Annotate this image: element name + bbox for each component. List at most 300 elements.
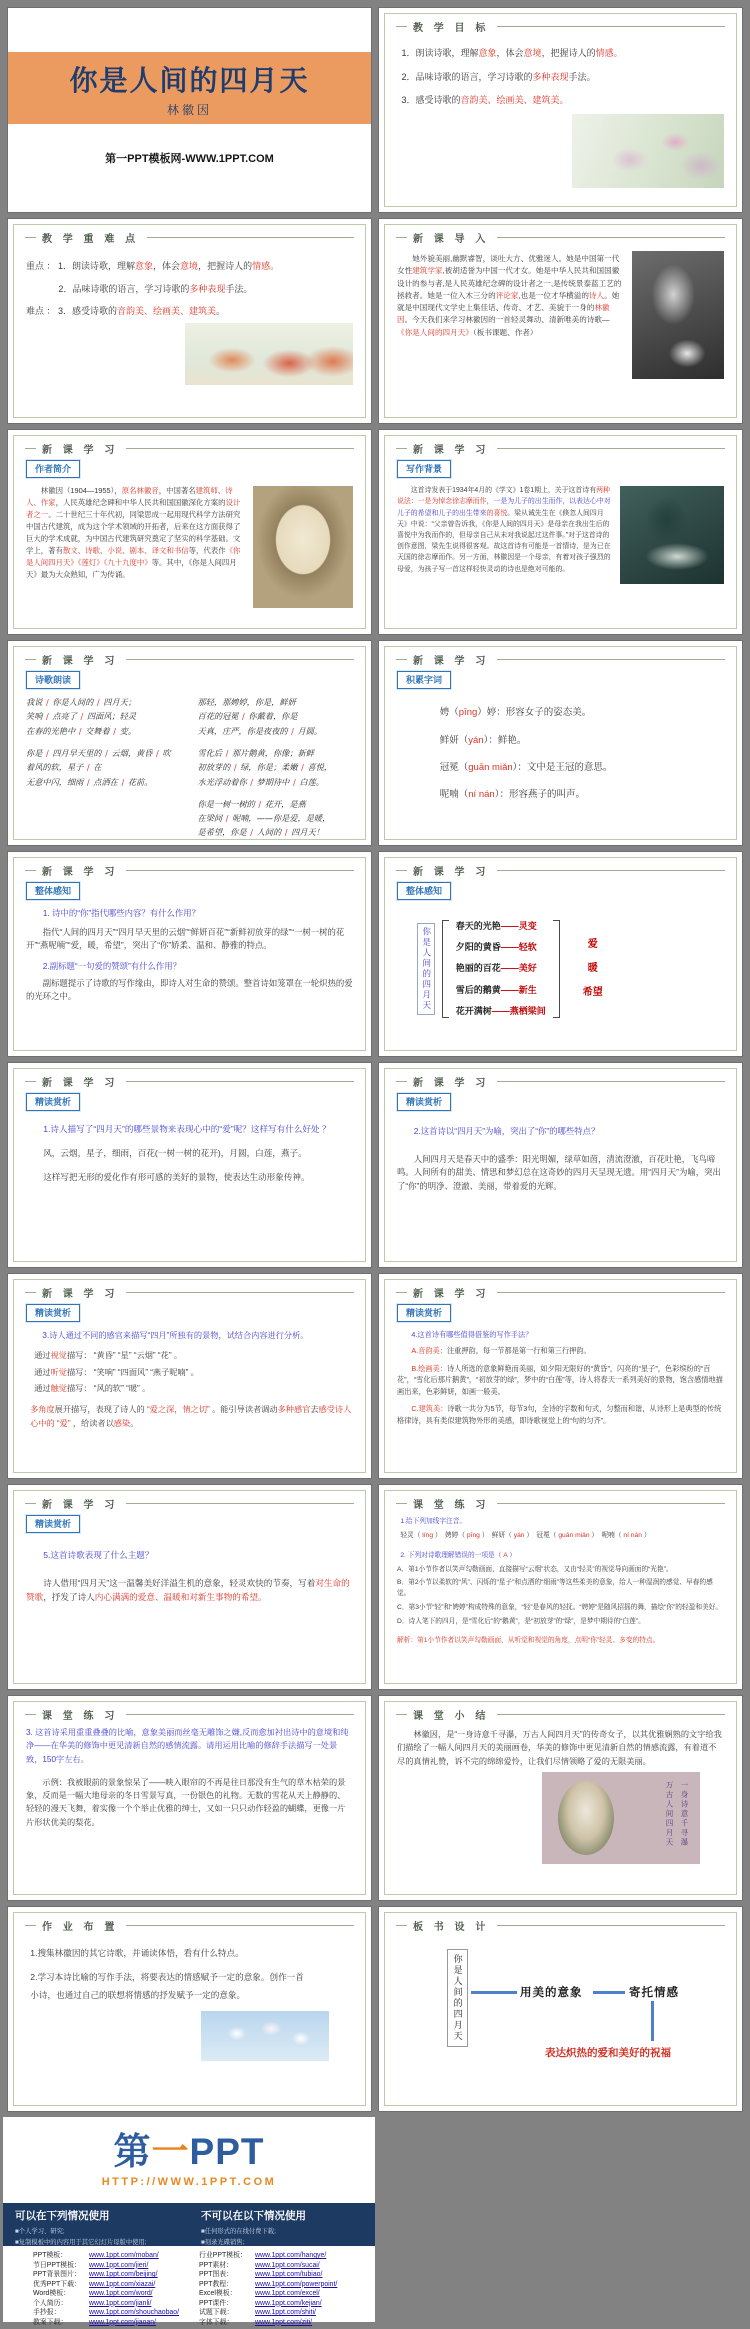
text-run: 四面风；轻灵	[84, 711, 137, 722]
text-run: 水光浮动着你	[197, 776, 250, 787]
section-header	[396, 1074, 725, 1089]
footer-link-row	[193, 2318, 371, 2328]
footer-link-row	[193, 2251, 371, 2261]
poem-column	[26, 695, 182, 841]
usage-allowed-title: 可以在下列情况使用	[15, 2210, 110, 2222]
footer-links	[3, 2246, 375, 2329]
slide-body	[396, 245, 725, 412]
text-run: 指代“人间的四月天”“四月早天里的云烟”“鲜妍百花”“新鲜初放芽的绿”“一树一树的花开”“燕呢喃”“爱，暖，希望”，突出了“你”娇柔、温和、静雅的特点。	[26, 926, 345, 951]
logo-text	[113, 2130, 265, 2172]
pause-slash: /	[242, 711, 245, 722]
paragraph	[26, 926, 353, 953]
section-header	[25, 1707, 354, 1722]
text-run: 3.诗人通过不同的感官来描写“四月”所独有的景物，试结合内容进行分析。	[42, 1331, 309, 1341]
text-run: 感受诗人心中的 “爱”	[30, 1405, 352, 1428]
text-run: 多种表现	[189, 283, 226, 294]
text-run: ）：形容燕子的叫声。	[494, 789, 585, 801]
footer-link-row	[13, 2280, 191, 2290]
result-word: 希望	[582, 987, 603, 999]
site-url[interactable]: HTTP://WWW.1PPT.COM	[101, 2175, 277, 2188]
text-run: ）婷：形容女子的姿态美。	[477, 707, 592, 719]
text-run: 展开描写，表现了诗人的	[54, 1405, 148, 1415]
section-header	[25, 230, 354, 245]
slide-body	[396, 1722, 725, 1889]
slide-thumbnail-11	[8, 1063, 371, 1267]
text-run: 是希望，你是	[197, 827, 250, 838]
link-label: Excel模板：	[199, 2290, 237, 2298]
link-label: PPT背景图片：	[33, 2271, 81, 2279]
text-run: pīng	[458, 707, 478, 719]
text-run: C.建筑美：	[411, 1404, 448, 1414]
paragraph	[26, 1382, 353, 1395]
text-run: 1.给下列加线字注音。	[400, 1518, 467, 1525]
text-run: 。她就是中国现代文学史上集佳话、传奇、才艺、美貌于一身的	[397, 290, 620, 313]
slide-frame	[384, 646, 737, 840]
pause-slash: /	[301, 762, 304, 773]
logo-part-di: 第	[113, 2130, 152, 2172]
text-run: 无意中闪，细雨	[26, 776, 86, 787]
section-header-label: 新 课 学 习	[42, 867, 119, 878]
footer-link[interactable]: www.1ppt.com/jieri/	[89, 2261, 149, 2269]
slide-body	[25, 1722, 354, 1889]
section-header	[396, 1918, 725, 1933]
slide-thumbnail-4	[379, 219, 742, 423]
text-run: líng	[422, 1531, 434, 1539]
footer-link[interactable]: www.1ppt.com/shiti/	[255, 2309, 316, 2317]
link-label: 个人简历：	[33, 2299, 68, 2307]
footer-link[interactable]: www.1ppt.com/ziti/	[255, 2318, 313, 2326]
link-label: 行业PPT模板：	[199, 2252, 247, 2259]
footer-link[interactable]: www.1ppt.com/moban/	[89, 2252, 159, 2259]
slide-thumbnail-15	[8, 1485, 371, 1689]
connector-line	[593, 1991, 625, 1994]
paragraph	[397, 760, 724, 775]
section-header-label: 新 课 学 习	[413, 1078, 490, 1089]
slide-frame	[13, 646, 366, 840]
text-run: 花开，是燕	[262, 798, 306, 809]
text-run: 你是	[26, 748, 45, 759]
section-header	[396, 652, 725, 667]
item-value: ——灵变	[500, 921, 537, 932]
text-run: 那片鹅黄，你像；新鲜	[229, 748, 314, 759]
text-run: 四月天；	[100, 697, 137, 708]
text-run: 着风的软，星子	[26, 762, 86, 773]
text-run: 去	[310, 1405, 319, 1415]
paragraph	[397, 1728, 724, 1768]
text-run: ，中国著名	[158, 486, 196, 496]
footer-link[interactable]: www.1ppt.com/powerpoint/	[255, 2280, 338, 2288]
slide-thumbnail-14	[379, 1274, 742, 1478]
caption-line: 一身诗意千寻瀑	[680, 1780, 689, 1848]
footer-link[interactable]: www.1ppt.com/tubiao/	[255, 2271, 323, 2279]
text-run: 手法。	[568, 71, 596, 82]
slide-thumbnail-2	[379, 8, 742, 212]
text-run: 感染	[113, 1418, 131, 1428]
text-run: 2．品味诗歌的语言，学习诗歌的	[401, 71, 533, 82]
topic-tag: 写作背景	[397, 460, 451, 478]
poem-line	[198, 798, 354, 811]
section-header	[396, 863, 725, 878]
text-run: ，把握诗人的	[541, 48, 596, 58]
mindmap-items	[456, 916, 546, 1022]
footer-link[interactable]: www.1ppt.com/jianli/	[89, 2299, 152, 2307]
text-run: 5.这首诗歌表现了什么主题？	[43, 1550, 154, 1561]
watercolor-spring-trees	[185, 323, 353, 385]
item-label: 艳丽的百花	[455, 963, 501, 974]
text-run: 建筑师、诗人、作家	[26, 486, 233, 508]
slide-body	[25, 245, 354, 412]
link-label: 教案下载：	[33, 2318, 68, 2326]
text-run: ）	[641, 1531, 651, 1539]
text-run: 2. 下列对诗歌理解错误的一项是（	[400, 1551, 504, 1559]
section-header-label: 教 学 重 难 点	[42, 234, 140, 245]
slide-thumbnail-6	[379, 430, 742, 634]
stanza-gap	[198, 739, 354, 746]
result-word: 爱	[587, 939, 598, 951]
poem-line	[26, 761, 182, 774]
slide-thumbnail-18	[379, 1696, 742, 1900]
usage-terms-bar	[3, 2203, 375, 2246]
text-run: 交舞着	[82, 725, 113, 736]
footer-link[interactable]: www.1ppt.com/kejian/	[255, 2299, 322, 2307]
poem-line	[198, 776, 354, 789]
text-run: 意境	[180, 261, 199, 271]
poem-line	[26, 725, 182, 738]
pink-flowers-photo	[572, 114, 724, 188]
site-logo	[3, 2117, 375, 2203]
poem-column	[198, 695, 354, 841]
text-run: 一是为儿子的出生而作，以表达心中对儿子的希望和儿子的出生带来	[397, 498, 611, 517]
lin-huiyin-bw-photo	[632, 251, 724, 379]
text-run: 示例：我被眼前的景象惊呆了——映入眼帘的不再是往日那没有生气的草木枯荣的景象，反而是一幅大地母亲的冬日雪景写真，一份银色的礼物。无数的雪花从天上静静的、轻轻的漫天飞舞，着实像一个个举止优雅的绅士，又如一只只动作轻盈的蝴蝶，更像一片片形状优美的梨花。	[26, 1777, 346, 1827]
lin-huiyin-color-portrait-card	[542, 1772, 700, 1864]
portrait-oval	[558, 1781, 614, 1855]
paragraph	[26, 1971, 353, 1985]
section-header-label: 新 课 学 习	[42, 1289, 119, 1300]
footer-link-row	[13, 2251, 191, 2261]
text-run: 你戴着，你是	[245, 711, 298, 722]
slide-thumbnail-3	[8, 219, 371, 423]
text-run: guān miǎn	[558, 1531, 590, 1539]
section-header	[396, 441, 725, 456]
slide-body	[25, 1511, 354, 1678]
text-run: ，人民英雄纪念碑和中华人民共和国国徽深化方案的	[55, 498, 226, 508]
footer-link-row	[193, 2308, 371, 2318]
mindmap-item	[456, 916, 546, 937]
slide-body	[25, 1300, 354, 1467]
footer-link[interactable]: www.1ppt.com/sucai/	[255, 2261, 320, 2269]
paragraph	[26, 1549, 353, 1563]
footer-link-row	[13, 2270, 191, 2280]
item-label: 夕阳的黄昏	[455, 942, 501, 953]
text-run: 百花的冠冕	[197, 711, 242, 722]
slide-frame	[384, 857, 737, 1051]
text-run: 冠冕（	[439, 761, 469, 773]
slide-thumbnail-5	[8, 430, 371, 634]
section-header	[396, 1707, 725, 1722]
poem-line	[198, 725, 354, 738]
pause-slash: /	[45, 748, 49, 759]
text-run: 多种感官	[277, 1405, 311, 1415]
text-run: 诗歌一共分为5节，每节3句，全诗的字数和句式，匀整而和谐，从诗形上是典型的传统格律诗，具有类似建筑物外形的美感，即诗歌视觉上的“句的匀齐”。	[397, 1404, 722, 1426]
slide-thumbnail-10	[379, 852, 742, 1056]
pause-slash: /	[156, 748, 159, 759]
paragraph	[397, 1565, 724, 1576]
usage-allowed	[15, 2208, 177, 2246]
footer-link[interactable]: www.1ppt.com/beijing/	[89, 2271, 158, 2279]
paragraph	[26, 1947, 353, 1961]
footer-links-right	[193, 2251, 371, 2327]
footer-link[interactable]: www.1ppt.com/hangye/	[255, 2252, 327, 2259]
text-run: 。	[216, 306, 226, 317]
paragraph	[397, 1363, 724, 1398]
text-run: 梦期待中	[254, 776, 292, 787]
topic-tag: 精读赏析	[397, 1304, 451, 1322]
text-run: 3．感受诗歌的	[401, 95, 461, 106]
link-label: 试题下载：	[199, 2309, 234, 2317]
slide-body	[396, 34, 725, 201]
topic-tag: 精读赏析	[26, 1515, 80, 1533]
slide-frame	[13, 1068, 366, 1262]
text-run: ní nán	[623, 1531, 642, 1539]
mindmap-result	[583, 933, 603, 1005]
section-header	[25, 441, 354, 456]
pause-slash: /	[225, 813, 229, 824]
slide-body	[25, 1933, 354, 2100]
footer-link-row	[193, 2299, 371, 2309]
text-run: 两种说法：一是为悼念徐志摩而作	[397, 487, 610, 506]
text-run: 花前。	[125, 776, 153, 787]
section-header	[25, 1285, 354, 1300]
topic-tag: 积累字词	[397, 671, 451, 689]
text-run: 雪化后	[197, 748, 225, 759]
text-run: 在梁间	[197, 813, 225, 824]
topic-tag: 作者简介	[26, 460, 80, 478]
text-run: 人间四月天是春天中的盛季：阳光明媚，绿草如茵，清流澄澈，百花吐艳，飞鸟啼鸣。人间所有的甜美、情思和梦幻总在这奇妙的四月天呈现无遗。用“四月天”为喻，突出了“你”的明净、澄澈、美丽，带着爱的光辉。	[397, 1153, 721, 1192]
footer-link[interactable]: www.1ppt.com/shouchaobao/	[89, 2309, 180, 2317]
footer-link[interactable]: www.1ppt.com/excel/	[255, 2290, 320, 2298]
text-run: 呢喃，——你是爱，是暖，	[229, 813, 331, 824]
section-header-label: 新 课 学 习	[42, 656, 119, 667]
slide-frame	[384, 1279, 737, 1473]
text-run: C．第3小节“轻”和“娉婷”构成特殊的意象，“轻”是春风的轻抚。“娉婷”是随风招摇的舞，描绘“你”的轻盈和美好。	[397, 1604, 723, 1612]
text-run: “爱之深，情之切”	[147, 1405, 210, 1415]
paragraph	[26, 977, 353, 1004]
text-run: 你是人间的	[49, 697, 96, 708]
text-run: ,被胡适誉为中国一代才女。她是中华人民共和国国徽设计的参与者,是人民英雄纪念碑的设计者之一,是传统景泰蓝工艺的拯救者。她是一位入木三分的	[397, 266, 622, 300]
text-run: 。今天我们来学习林徽因的一首轻灵舞动、清新唯美的诗歌—	[404, 315, 610, 325]
text-run: A	[503, 1551, 508, 1559]
link-label: PPT模板：	[33, 2252, 68, 2259]
slide-body	[396, 1511, 725, 1678]
slide-frame	[384, 224, 737, 418]
text-run: 内心满满的爱意、温暖和对新生事物的希望。	[94, 1592, 267, 1603]
tag-row	[26, 1513, 353, 1537]
tag-row	[397, 669, 724, 693]
board-node-emotion: 寄托情感	[629, 1987, 679, 1999]
text-run: ） 鲜妍（	[479, 1531, 514, 1539]
tag-row	[397, 1091, 724, 1115]
paragraph	[397, 1345, 724, 1357]
paragraph	[26, 1329, 353, 1342]
pause-slash: /	[86, 762, 90, 773]
slide-body	[25, 667, 354, 841]
section-header	[396, 230, 725, 245]
text-run: B.绘画美：	[411, 1363, 447, 1373]
text-run: A．第1小节作者以笑声勾勒画面，直接描写“云烟”状态，又由“轻灵”的视觉导向画面的“光艳”。	[397, 1565, 673, 1573]
text-run: pīng	[466, 1531, 480, 1539]
tag-row	[397, 458, 724, 482]
item-label: 春天的光艳	[455, 921, 501, 932]
text-run: 《你是人间的四月天》	[397, 327, 473, 337]
footer-link[interactable]: www.1ppt.com/jiaoan/	[89, 2318, 157, 2326]
lin-huiyin-sepia-photo	[253, 486, 353, 608]
footer-link-row	[193, 2261, 371, 2271]
slide-body	[25, 1089, 354, 1256]
slide-frame	[13, 1912, 366, 2106]
section-header-label: 新 课 学 习	[413, 867, 490, 878]
tag-row	[26, 458, 353, 482]
pause-slash: /	[78, 725, 82, 736]
text-run: ，抒发了诗人	[43, 1592, 95, 1603]
paragraph	[397, 1531, 724, 1542]
section-header	[25, 1918, 354, 1933]
paragraph	[397, 1329, 724, 1341]
text-run: 难点 ： 3．感受诗歌的	[26, 306, 118, 317]
board-conclusion: 表达炽热的爱和美好的祝福	[545, 2047, 671, 2059]
pause-slash: /	[258, 798, 262, 809]
paragraph	[26, 1349, 353, 1362]
slide-thumbnail-16	[379, 1485, 742, 1689]
link-label: PPT教程：	[199, 2280, 234, 2288]
text-run: 云烟，黄昏	[108, 748, 156, 759]
poem-line	[26, 747, 182, 760]
slide-body	[396, 878, 725, 1045]
item-value: ——新生	[500, 984, 537, 995]
text-run: 原名林徽音	[121, 486, 159, 496]
usage-allowed-list	[15, 2226, 177, 2247]
text-run: 评论家	[495, 290, 519, 300]
mindmap-item	[456, 1001, 546, 1022]
text-run: 多角度	[30, 1405, 55, 1415]
paragraph	[26, 1989, 353, 2003]
slide-body	[396, 667, 725, 834]
text-run: ） 呢喃（	[589, 1531, 624, 1539]
board-node-imagery: 用美的意象	[520, 1987, 583, 1999]
section-header	[25, 652, 354, 667]
text-run: 多种表现	[532, 71, 569, 82]
paragraph	[397, 93, 724, 108]
text-run: 的喜悦	[486, 509, 508, 517]
section-header-label: 教 学 目 标	[413, 23, 490, 34]
text-run: ）：鲜艳。	[483, 734, 527, 746]
slide-body	[396, 1933, 725, 2100]
footer-link-row	[13, 2289, 191, 2299]
text-run: 情感。	[595, 48, 623, 58]
text-run: 描写： “黄昏” “星” “云烟” “花” 。	[66, 1351, 183, 1361]
topic-tag: 整体感知	[26, 882, 80, 900]
poem-text	[26, 695, 353, 841]
section-header-label: 新 课 学 习	[413, 656, 490, 667]
usage-bullet: ■任何形式的在线付费下载;	[201, 2227, 276, 2235]
text-run: 触觉	[50, 1384, 67, 1394]
text-run: 轻灵（	[400, 1531, 423, 1539]
item-value: ——燕栖梁间	[491, 1005, 546, 1016]
usage-denied	[201, 2208, 363, 2246]
text-run: 音韵美、绘画美、建筑美。	[460, 95, 569, 106]
text-run: 初放芽的	[197, 762, 233, 773]
text-run: 这首诗发表于1934年4月的《学文》1卷1期上，关于这首诗有	[410, 487, 597, 495]
text-run: B．第2小节以柔软的“风”、闪烁的“星子”和点洒的“细雨”等这些柔美的意象，给人一种湿润的感觉、早春的感觉。	[397, 1579, 713, 1598]
site-footer-card	[3, 2117, 375, 2326]
text-run: 娉（	[439, 707, 459, 719]
slide-thumbnail-17	[8, 1696, 371, 1900]
pause-slash: /	[225, 748, 229, 759]
item-label: 雪后的鹅黄	[455, 984, 501, 995]
text-run: 设计者之一	[26, 498, 241, 520]
paragraph	[397, 1403, 724, 1426]
text-run: 喜悦，	[304, 762, 333, 773]
text-run: 对生命的赞歌	[26, 1578, 350, 1603]
slide-thumbnail-12	[379, 1063, 742, 1267]
footer-link[interactable]: www.1ppt.com/word/	[89, 2290, 153, 2298]
text-run: D．诗人笔下的四月，是“雪化后”的“鹅黄”，是“初放芽”的“绿”，是梦中期待的“白莲”。	[397, 1617, 645, 1625]
mindmap-stem: 你是人间的四月天	[417, 923, 435, 1015]
text-run: 四月天！	[288, 827, 324, 838]
link-label: 优秀PPT下载：	[33, 2280, 81, 2288]
slide-thumbnail-1	[8, 8, 371, 212]
text-run: ní nán	[468, 789, 495, 801]
footer-link[interactable]: www.1ppt.com/xiazai/	[89, 2280, 156, 2288]
text-run: 《你是人间四月天》《莲灯》《九十九度中》	[26, 546, 241, 568]
text-run: 3. 这首诗采用重重叠叠的比喻，意象美丽而丝毫无雕饰之嫌,反而愈加衬出诗中的意境和纯净——在华美的修饰中更见清新自然的感情流露。请用运用比喻的修辞手法描写一处景致，150字左右。	[26, 1728, 349, 1764]
paragraph	[397, 1578, 724, 1600]
link-label: PPT素材：	[199, 2261, 234, 2269]
footer-link-row	[13, 2318, 191, 2328]
section-header-label: 新 课 学 习	[42, 445, 119, 456]
text-run: 2.这首诗以“四月天”为喻，突出了“你”的哪些特点？	[413, 1126, 600, 1137]
text-run: （板书课题、作者）	[472, 327, 538, 337]
text-run: 小诗，也通过自己的联想将情感的抒发赋予一定的意象。	[30, 1989, 246, 2000]
stanza-gap	[198, 790, 354, 797]
poem-line	[198, 710, 354, 723]
mindmap-item	[456, 958, 546, 979]
text-run: 描写： “风的软” “暖” 。	[66, 1384, 151, 1394]
section-header-label: 新 课 学 习	[413, 1289, 490, 1300]
section-header-label: 新 课 学 习	[42, 1500, 119, 1511]
section-header	[396, 1285, 725, 1300]
text-run: 等，代表作	[188, 546, 226, 556]
paragraph	[26, 1171, 353, 1185]
section-header-label: 课 堂 练 习	[42, 1711, 119, 1722]
text-run: 点洒在	[90, 776, 121, 787]
slide-body	[396, 456, 725, 623]
text-run: 月圆。	[294, 725, 323, 736]
paragraph	[26, 1776, 353, 1829]
text-run: 点亮了	[49, 711, 80, 722]
text-run: yán	[468, 734, 484, 746]
section-header-label: 课 堂 练 习	[413, 1500, 490, 1511]
footer-link-row	[193, 2289, 371, 2299]
tag-row	[397, 1302, 724, 1326]
text-run: 1. 诗中的“你”指代哪些内容？有什么作用？	[42, 908, 201, 919]
text-run: 2.学习本诗比喻的写作手法，将要表达的情感赋予一定的意象。创作一首	[30, 1971, 304, 1982]
text-run: 4.这首诗有哪些值得借鉴的写作手法？	[411, 1330, 533, 1340]
text-run: 变。	[117, 725, 137, 736]
text-run: 天真，庄严，你是夜夜的	[197, 725, 291, 736]
text-run: 笑响	[26, 711, 45, 722]
slide-body	[396, 1089, 725, 1256]
